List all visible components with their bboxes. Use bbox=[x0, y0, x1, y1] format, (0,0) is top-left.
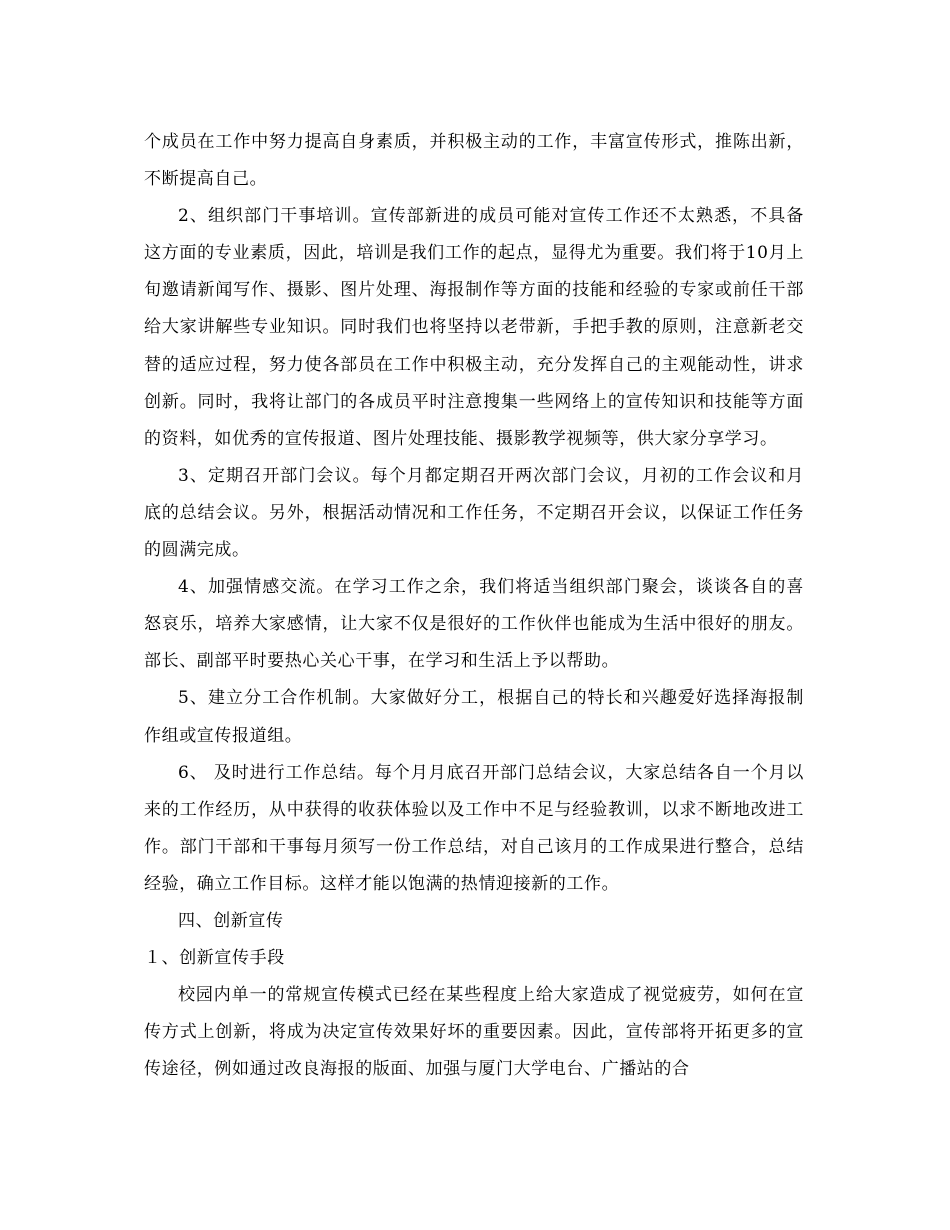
paragraph-continuation: 个成员在工作中努力提高自身素质，并积极主动的工作，丰富宣传形式，推陈出新，不断提高自己。 bbox=[144, 132, 804, 190]
document-body bbox=[144, 124, 804, 1088]
paragraph-innovation-body: 校园内单一的常规宣传模式已经在某些程度上给大家造成了视觉疲劳，如何在宣传方式上创新，将成为决定宣传效果好坏的重要因素。因此，宣传部将开拓更多的宣传途径，例如通过改良海报的版面、加强与厦门大学电台、广播站的合 bbox=[144, 985, 804, 1080]
paragraph-item-3-meetings: 3、定期召开部门会议。每个月都定期召开两次部门会议，月初的工作会议和月底的总结会议。另外，根据活动情况和工作任务，不定期召开会议，以保证工作任务的圆满完成。 bbox=[144, 465, 804, 561]
paragraph-item-2-training: 2、组织部门干事培训。宣传部新进的成员可能对宣传工作还不太熟悉，不具备这方面的专业素质，因此，培训是我们工作的起点，显得尤为重要。我们将于10月上旬邀请新闻写作、摄影、图片处理、海报制作等方面的技能和经验的专家或前任干部给大家讲解些专业知识。同时我们也将坚持以老带新，手把手教的原则，注意新老交替的适应过程，努力使各部员在工作中积极主动，充分发挥自己的主观能动性，讲求创新。同时，我将让部门的各成员平时注意搜集一些网络上的宣传知识和技能等方面的资料，如优秀的宣传报道、图片处理技能、摄影教学视频等，供大家分享学习。 bbox=[144, 206, 804, 449]
subheading-innovation-means: １、创新宣传手段 bbox=[144, 948, 285, 969]
paragraph-item-4-communication: 4、加强情感交流。在学习工作之余，我们将适当组织部门聚会，谈谈各自的喜怒哀乐，培养大家感情，让大家不仅是很好的工作伙伴也能成为生活中很好的朋友。部长、副部平时要热心关心干事，在学习和生活上予以帮助。 bbox=[144, 577, 804, 672]
section-heading-innovation: 四、创新宣传 bbox=[178, 910, 284, 931]
paragraph-item-5-cooperation: 5、建立分工合作机制。大家做好分工，根据自己的特长和兴趣爱好选择海报制作组或宣传报道组。 bbox=[144, 688, 804, 746]
paragraph-item-6-summary: 6、 及时进行工作总结。每个月月底召开部门总结会议，大家总结各自一个月以来的工作经历，从中获得的收获体验以及工作中不足与经验教训，以求不断地改进工作。部门干部和干事每月须写一份工作总结，对自己该月的工作成果进行整合，总结经验，确立工作目标。这样才能以饱满的热情迎接新的工作。 bbox=[144, 762, 804, 894]
